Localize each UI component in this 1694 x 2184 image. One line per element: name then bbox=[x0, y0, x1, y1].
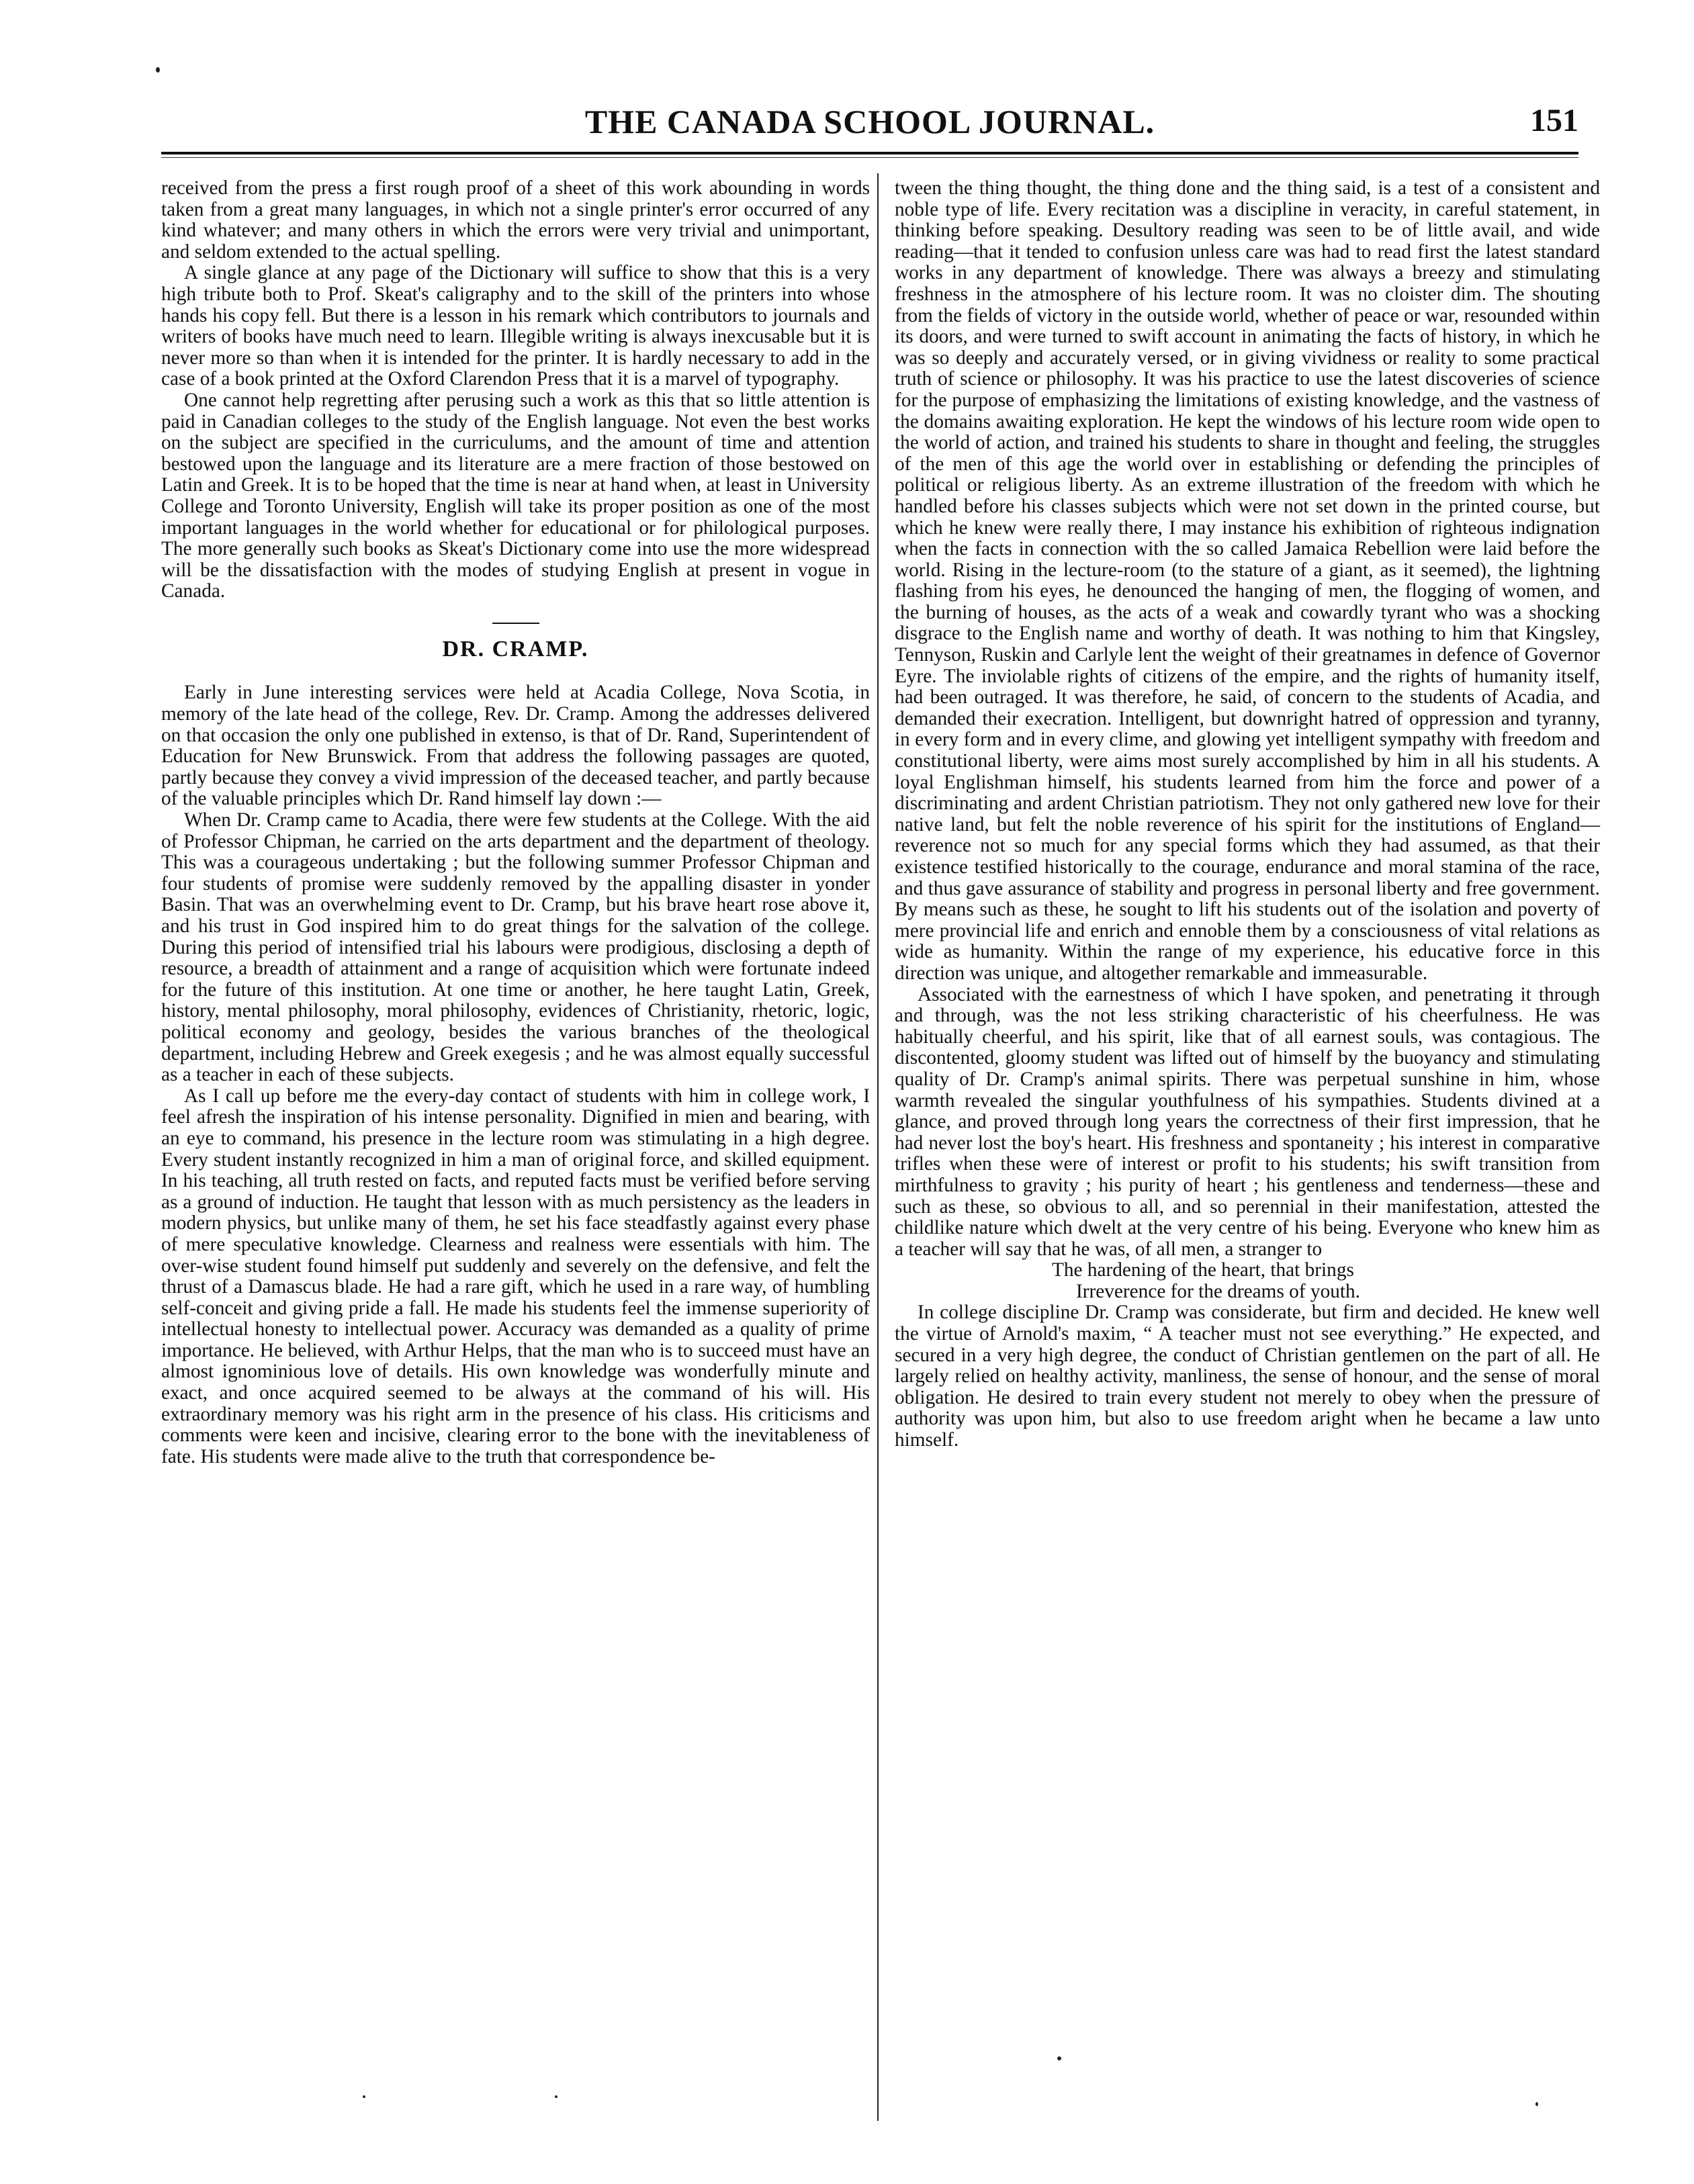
column-rule bbox=[877, 173, 879, 2121]
verse-line: The hardening of the heart, that brings bbox=[1052, 1259, 1354, 1281]
paragraph: One cannot help regretting after perusing such a work as this that so little attention is paid in Canadian colleges to the study of the English language. Not even the best works on the subject are specified in the curriculums, and the amount of time and attention bestowed upon the language and its literature are a mere fraction of those bestowed on Latin and Greek. It is to be hoped that the time is near at hand when, at least in University College and Toronto University, English will take its proper position as one of the most important languages in the world whether for educational or for philological purposes. The more generally such books as Skeat's Dictionary come into use the more widespread will be the dissatisfaction with the modes of studying English at present in vogue in Canada. bbox=[161, 389, 870, 602]
paragraph: A single glance at any page of the Dictionary will suffice to show that this is a very high tribute both to Prof. Skeat's caligraphy and to the skill of the printers into whose hands his copy fell. But there is a lesson in his remark which contributors to journals and writers of books have much need to learn. Illegible writing is always inexcusable but it is never more so than when it is intended for the printer. It is hardly necessary to add in the case of a book printed at the Oxford Clarendon Press that it is a marvel of typography. bbox=[161, 262, 870, 390]
paragraph: Early in June interesting services were held at Acadia College, Nova Scotia, in memory of the late head of the college, Rev. Dr. Cramp. Among the addresses delivered on that occasion the only one published in extenso, is that of Dr. Rand, Superintendent of Education for New Brunswick. From that address the following passages are quoted, partly because they convey a vivid impression of the deceased teacher, and partly because of the valuable principles which Dr. Rand himself lay down :— bbox=[161, 682, 870, 810]
print-speck bbox=[1057, 2056, 1061, 2060]
paragraph: received from the press a first rough proof of a sheet of this work abounding in words taken from a great many languages, in which not a single printer's error occurred of any kind whatever; and many others in which the errors were very trivial and unimportant, and seldom extended to the actual spelling. bbox=[161, 177, 870, 263]
section-divider bbox=[492, 623, 539, 624]
paragraph: As I call up before me the every-day contact of students with him in college work, I feel afresh the inspiration of his intense personality. Dignified in mien and bearing, with an eye to command, his presence in the lecture room was stimulating in a high degree. Every student instantly recognized in him a man of original force, and skilled equipment. In his teaching, all truth rested on facts, and reputed facts must be verified before serving as a ground of induction. He taught that lesson with as much persistency as the leaders in modern physics, but unlike many of them, he set his face steadfastly against every phase of mere speculative knowledge. Clearness and realness were essentials with him. The over-wise student found himself put suddenly and severely on the defensive, and felt the thrust of a Damascus blade. He had a rare gift, which he used in a rare way, of humbling self-conceit and giving pride a fall. He made his students feel the immense superiority of intellectual honesty to intellectual power. Accuracy was demanded as a quality of prime importance. He believed, with Arthur Helps, that the man who is to succeed must have an almost ignominious love of details. His own knowledge was wonderfully minute and exact, and once acquired seemed to be always at the command of his will. His extraordinary memory was his right arm in the presence of his class. His criticisms and comments were keen and incisive, clearing error to the bone with the inevitableness of fate. His students were made alive to the truth that correspondence be- bbox=[161, 1085, 870, 1467]
print-speck bbox=[555, 2095, 558, 2098]
right-column bbox=[895, 178, 1600, 1451]
running-head bbox=[161, 102, 1578, 149]
header-rule-thin bbox=[161, 157, 1578, 158]
journal-title: THE CANADA SCHOOL JOURNAL. bbox=[584, 103, 1155, 140]
print-speck bbox=[156, 67, 160, 73]
paragraph: In college discipline Dr. Cramp was considerate, but firm and decided. He knew well the virtue of Arnold's maxim, “ A teacher must not see everything.” He expected, and secured in a very high degree, the conduct of Christian gentlemen on the part of all. He largely relied on healthy activity, manliness, the sense of honour, and the sense of moral obligation. He desired to train every student not merely to obey when the pressure of authority was upon him, but also to use freedom aright when he became a law unto himself. bbox=[895, 1302, 1600, 1451]
header-rule bbox=[161, 152, 1578, 154]
section-heading: DR. CRAMP. bbox=[442, 636, 589, 662]
print-speck bbox=[1535, 2102, 1538, 2106]
paragraph: When Dr. Cramp came to Acadia, there were few students at the College. With the aid of Professor Chipman, he carried on the arts department and the department of theology. This was a courageous undertaking ; but the following summer Professor Chipman and four students of promise were suddenly removed by the appalling disaster in yonder Basin. That was an overwhelming event to Dr. Cramp, but his brave heart rose above it, and his trust in God inspired him to do great things for the salvation of the college. During this period of intensified trial his labours were prodigious, disclosing a depth of resource, a breadth of attainment and a range of acquisition which were fortunate indeed for the future of this institution. At one time or another, he here taught Latin, Greek, history, mental philosophy, moral philosophy, evidences of Christianity, rhetoric, logic, political economy and geology, besides the various branches of the theological department, including Hebrew and Greek exegesis ; and he was almost equally successful as a teacher in each of these subjects. bbox=[161, 809, 870, 1086]
paragraph: Associated with the earnestness of which I have spoken, and penetrating it through and through, was the not less striking characteristic of his cheerfulness. He was habitually cheerful, and his spirit, like that of all earnest souls, was contagious. The discontented, gloomy student was lifted out of himself by the buoyancy and stimulating quality of Dr. Cramp's animal spirits. There was perpetual sunshine in him, whose warmth revealed the singular youthfulness of his sympathies. Students divined at a glance, and proved through long years the correctness of their first impression, that he had never lost the boy's heart. His freshness and spontaneity ; his interest in comparative trifles when these were of interest or profit to his students; his swift transition from mirthfulness to gravity ; his purity of heart ; his gentleness and tenderness—these and such as these, so obvious to all, and so perennial in their manifestation, attested the childlike nature which dwelt at the very centre of his being. Everyone who knew him as a teacher will say that he was, of all men, a stranger to bbox=[895, 983, 1600, 1260]
verse-line: Irreverence for the dreams of youth. bbox=[1076, 1280, 1360, 1302]
left-column bbox=[161, 178, 870, 1467]
print-speck bbox=[363, 2095, 365, 2098]
paragraph: tween the thing thought, the thing done and the thing said, is a test of a consistent and noble type of life. Every recitation was a discipline in veracity, in careful statement, in thinking before speaking. Desultory reading was seen to be of little avail, and wide reading—that it tended to confusion unless care was had to read first the latest standard works in any department of knowledge. There was always a breezy and stimulating freshness in the atmosphere of his lecture room. It was no cloister dim. The shouting from the fields of victory in the outside world, whether of peace or war, resounded within its doors, and were turned to swift account in animating the facts of history, in which he was so deeply and accurately versed, or in giving vividness or reality to some practical truth of science or philosophy. It was his practice to use the latest discoveries of science for the purpose of emphasizing the limitations of existing knowledge, and the vastness of the domains awaiting exploration. He kept the windows of his lecture room wide open to the world of action, and trained his students to share in thought and feeling, the struggles of the men of this age the world over in establishing or defending the principles of political or religious liberty. As an extreme illustration of the freedom with which he handled before his classes subjects which were not set down in the printed course, but which he knew were really there, I may instance his exhibition of righteous indignation when the facts in connection with the so called Jamaica Rebellion were laid before the world. Rising in the lecture-room (to the stature of a giant, as it seemed), the lightning flashing from his eyes, he denounced the hanging of men, the flogging of women, and the burning of houses, as the acts of a weak and cowardly tyrant who was a shocking disgrace to the English name and worthy of death. It was nothing to him that Kingsley, Tennyson, Ruskin and Carlyle lent the weight of their greatnames in defence of Governor Eyre. The inviolable rights of citizens of the empire, and the rights of humanity itself, had been outraged. It was therefore, he said, of concern to the students of Acadia, and demanded their execration. Intelligent, but downright hatred of oppression and tyranny, in every form and in every clime, and glowing yet intelligent sympathy with freedom and constitutional liberty, were aims most surely accomplished by him in all his students. A loyal Englishman himself, his students learned from him the force and power of a discriminating and ardent Christian patriotism. They not only gathered new love for their native land, but felt the noble reverence of his spirit for the institutions of England—reverence not so much for any special forms which they had assumed, as that their existence testified historically to the courage, endurance and moral stamina of the race, and thus gave assurance of stability and progress in personal liberty and free government. By means such as these, he sought to lift his students out of the isolation and poverty of mere provincial life and enrich and ennoble them by a consciousness of vital relations as wide as humanity. Within the range of my experience, his educative force in this direction was unique, and altogether remarkable and immeasurable. bbox=[895, 177, 1600, 984]
page-number: 151 bbox=[1530, 103, 1578, 138]
